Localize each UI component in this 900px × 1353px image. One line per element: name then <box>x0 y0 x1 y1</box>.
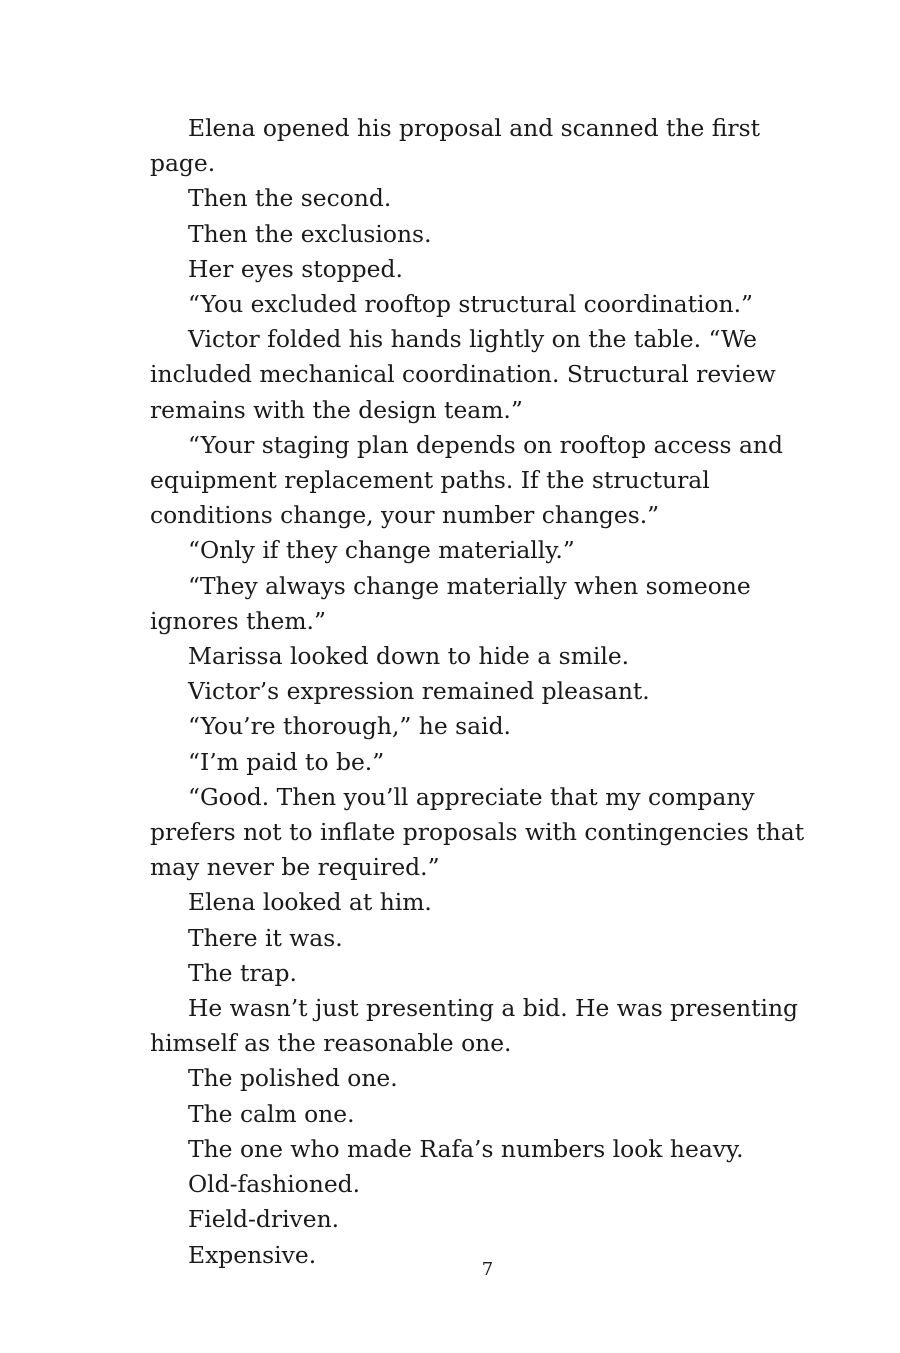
paragraph: “Only if they change materially.” <box>188 536 575 565</box>
paragraph: The one who made Rafa’s numbers look heavy. <box>188 1134 744 1163</box>
paragraph: Expensive. <box>188 1240 317 1269</box>
body-text <box>150 111 825 1273</box>
paragraph: The trap. <box>188 958 297 987</box>
paragraph: Then the exclusions. <box>188 219 432 248</box>
paragraph: There it was. <box>188 923 343 952</box>
paragraph: Victor’s expression remained pleasant. <box>188 677 650 706</box>
paragraph: “You’re thorough,” he said. <box>188 712 511 741</box>
paragraph: Victor folded his hands lightly on the table. “We included mechanical coordination. Structural review remains with the design team.” <box>150 325 776 424</box>
paragraph: The polished one. <box>188 1064 398 1093</box>
paragraph: Field-driven. <box>188 1205 340 1234</box>
page-number: 7 <box>481 1259 494 1280</box>
paragraph: The calm one. <box>188 1099 355 1128</box>
paragraph: Elena looked at him. <box>188 888 432 917</box>
paragraph: He wasn’t just presenting a bid. He was presenting himself as the reasonable one. <box>150 994 798 1058</box>
paragraph: Then the second. <box>188 184 392 213</box>
paragraph: Her eyes stopped. <box>188 254 403 283</box>
paragraph: “I’m paid to be.” <box>188 747 385 776</box>
paragraph: “You excluded rooftop structural coordination.” <box>188 290 753 319</box>
paragraph: “They always change materially when someone ignores them.” <box>150 571 751 635</box>
paragraph: Marissa looked down to hide a smile. <box>188 642 630 671</box>
paragraph: “Good. Then you’ll appreciate that my company prefers not to inflate proposals with contingencies that may never be required.” <box>150 782 805 882</box>
paragraph: Elena opened his proposal and scanned the first page. <box>150 114 760 178</box>
paragraph: “Your staging plan depends on rooftop access and equipment replacement paths. If the structural conditions change, your number changes.” <box>150 430 783 530</box>
paragraph: Old-fashioned. <box>188 1170 361 1199</box>
